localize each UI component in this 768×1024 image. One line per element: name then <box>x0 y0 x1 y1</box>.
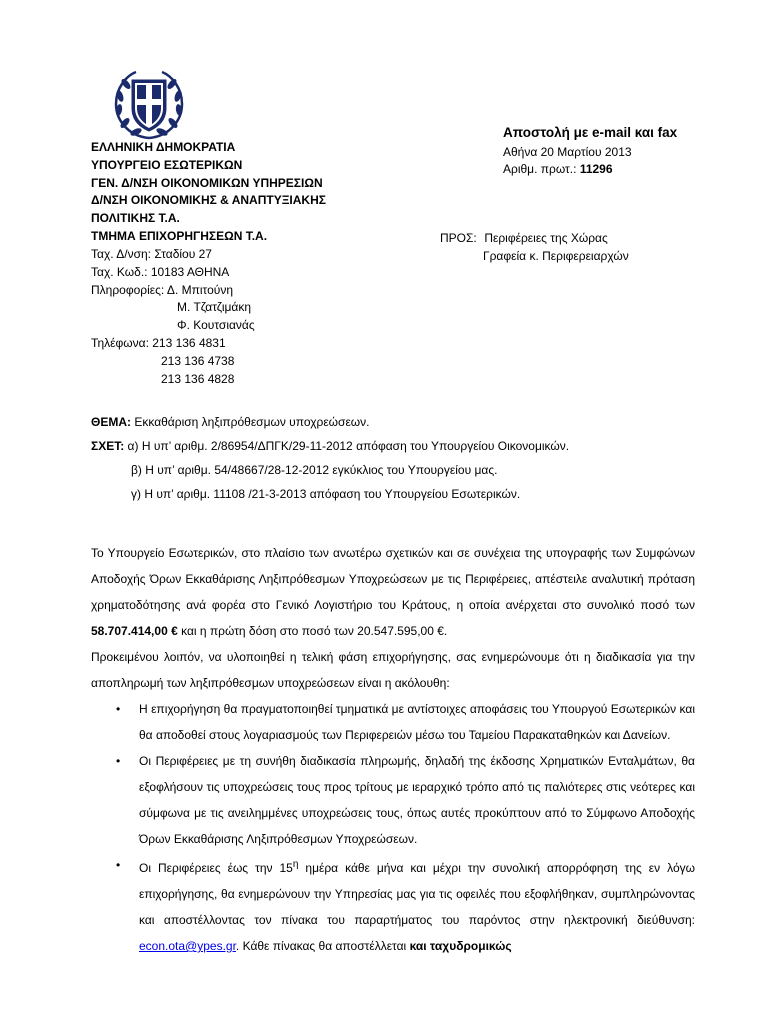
dispatch-header <box>503 124 677 178</box>
sender-line-2: ΥΠΟΥΡΓΕΙΟ ΕΣΩΤΕΡΙΚΩΝ <box>91 157 243 172</box>
sender-line-5: ΠΟΛΙΤΙΚΗΣ Τ.Α. <box>91 211 180 226</box>
sender-line-4: Δ/ΝΣΗ ΟΙΚΟΝΟΜΙΚΗΣ & ΑΝΑΠΤΥΞΙΑΚΗΣ <box>91 193 326 208</box>
subject-line <box>91 410 569 434</box>
recipients-label: ΠΡΟΣ: <box>440 231 477 245</box>
reference-a-text: α) Η υπ’ αριθμ. 2/86954/ΔΠΓΚ/29-11-2012 απόφαση του Υπουργείου Οικονομικών. <box>124 439 570 453</box>
list-item <box>91 696 695 748</box>
document-date: Αθήνα 20 Μαρτίου 2013 <box>503 145 632 159</box>
paragraph-1-end: και η πρώτη δόση στο ποσό των 20.547.595,00 €. <box>177 624 448 638</box>
paragraph-1 <box>91 540 695 644</box>
total-amount: 58.707.414,00 € <box>91 624 178 638</box>
recipients-line-1 <box>440 230 629 248</box>
postal-address: Ταχ. Δ/νση: Σταδίου 27 <box>91 247 212 261</box>
paragraph-2: Προκειμένου λοιπόν, να υλοποιηθεί η τελική φάση επιχορήγησης, σας ενημερώνουμε ότι η διαδικασία για την αποπληρωμή των ληξιπρόθεσμων υποχρεώσεων είναι η ακόλουθη: <box>91 650 695 690</box>
list-item-text-start: Οι Περιφέρειες έως την 15 <box>139 861 293 875</box>
reference-label: ΣΧΕΤ: <box>91 439 125 453</box>
dispatch-method: Αποστολή με e-mail και fax <box>503 125 678 140</box>
list-item-text: Οι Περιφέρειες με τη συνήθη διαδικασία πληρωμής, δηλαδή της έκδοσης Χρηματικών Ενταλμάτων, θα εξοφλήσουν τις υποχρεώσεις τους προς τρίτους με ιεραρχικό τρόπο από τις παλιότερες στις νεότερες και σύμφωνα με τις ανειλημμένες υποχρεώσεις τους, όπως αυτές προκύπτουν από το Σύμφωνο Αποδοχής Όρων Εκκαθάρισης Ληξιπρόθεσμων Υποχρεώσεων. <box>139 754 695 846</box>
sender-line-3: ΓΕΝ. Δ/ΝΣΗ ΟΙΚΟΝΟΜΙΚΩΝ ΥΠΗΡΕΣΙΩΝ <box>91 175 323 190</box>
reference-b: β) Η υπ’ αριθμ. 54/48667/28-12-2012 εγκύκλιος του Υπουργείου μας. <box>131 463 498 477</box>
sender-line-6: ΤΜΗΜΑ ΕΠΙΧΟΡΗΓΗΣΕΩΝ Τ.Α. <box>91 228 268 243</box>
list-item <box>91 852 695 959</box>
reference-a <box>91 434 569 458</box>
email-link[interactable]: econ.ota@ypes.gr <box>139 939 236 953</box>
info-contact-2: Μ. Τζατζιμάκη <box>177 300 252 315</box>
sender-line-1: ΕΛΛΗΝΙΚΗ ΔΗΜΟΚΡΑΤΙΑ <box>91 140 236 154</box>
protocol-number-line <box>503 161 677 178</box>
list-item-text-bold: και ταχυδρομικώς <box>409 939 512 953</box>
bullet-icon: • <box>116 754 121 768</box>
subject-text: Εκκαθάριση ληξιπρόθεσμων υποχρεώσεων. <box>131 415 370 429</box>
list-item-text-after: . Κάθε πίνακας θα αποστέλλεται <box>235 939 410 953</box>
bullet-icon: • <box>116 858 121 872</box>
greek-coat-of-arms-emblem <box>110 66 188 144</box>
phone-1: Τηλέφωνα: 213 136 4831 <box>91 335 226 350</box>
subject-label: ΘΕΜΑ: <box>91 415 131 429</box>
procedure-list <box>91 696 695 959</box>
bullet-icon: • <box>116 702 121 716</box>
sender-header <box>91 139 326 246</box>
list-item-text-mid: ημέρα κάθε μήνα και μέχρι την συνολική απορρόφηση της εν λόγω επιχορήγησης, θα ενημερώνουν την Υπηρεσίας μας για τις οφειλές που εξοφλήθηκαν, συμπληρώνοντας και αποστέλλοντας τον πίνακα του παραρτήματος του παρόντος στην ηλεκτρονική διεύθυνση: <box>139 861 695 927</box>
letter-body <box>91 540 695 959</box>
list-item-text: Η επιχορήγηση θα πραγματοποιηθεί τμηματικά με αντίστοιχες αποφάσεις του Υπουργού Εσωτερικών και θα αποδοθεί στους λογαριασμούς των Περιφερειών μέσω του Ταμείου Παρακαταθηκών και Δανείων. <box>139 702 695 742</box>
phone-2: 213 136 4738 <box>161 353 235 368</box>
subject-block <box>91 410 569 506</box>
postal-code: Ταχ. Κωδ.: 10183 ΑΘΗΝΑ <box>91 264 230 279</box>
list-item <box>91 748 695 852</box>
recipient-2: Γραφεία κ. Περιφερειαρχών <box>483 248 629 263</box>
paragraph-1-start: Το Υπουργείο Εσωτερικών, στο πλαίσιο των ανωτέρω σχετικών και σε συνέχεια της υπογραφής των Συμφώνων Αποδοχής Όρων Εκκαθάρισης Ληξιπρόθεσμων Υποχρεώσεων με τις Περιφέρειες, απέστειλε αναλυτική πρόταση χρηματοδότησης ανά φορέα στο Γενικό Λογιστήριο του Κράτους, η οποία ανέρχεται στο συνολικό ποσό των <box>91 546 695 612</box>
recipient-1: Περιφέρειες της Χώρας <box>484 231 608 245</box>
reference-c: γ) Η υπ’ αριθμ. 11108 /21-3-2013 απόφαση του Υπουργείου Εσωτερικών. <box>131 487 521 501</box>
protocol-label: Αριθμ. πρωτ.: <box>503 162 577 176</box>
recipients-block <box>440 230 629 266</box>
phone-3: 213 136 4828 <box>161 371 235 386</box>
protocol-number: 11296 <box>579 162 613 176</box>
ordinal-suffix: η <box>292 859 299 870</box>
info-contact-1: Πληροφορίες: Δ. Μπιτούνη <box>91 282 234 297</box>
info-contact-3: Φ. Κουτσιανάς <box>177 318 255 333</box>
contact-info <box>91 246 255 388</box>
